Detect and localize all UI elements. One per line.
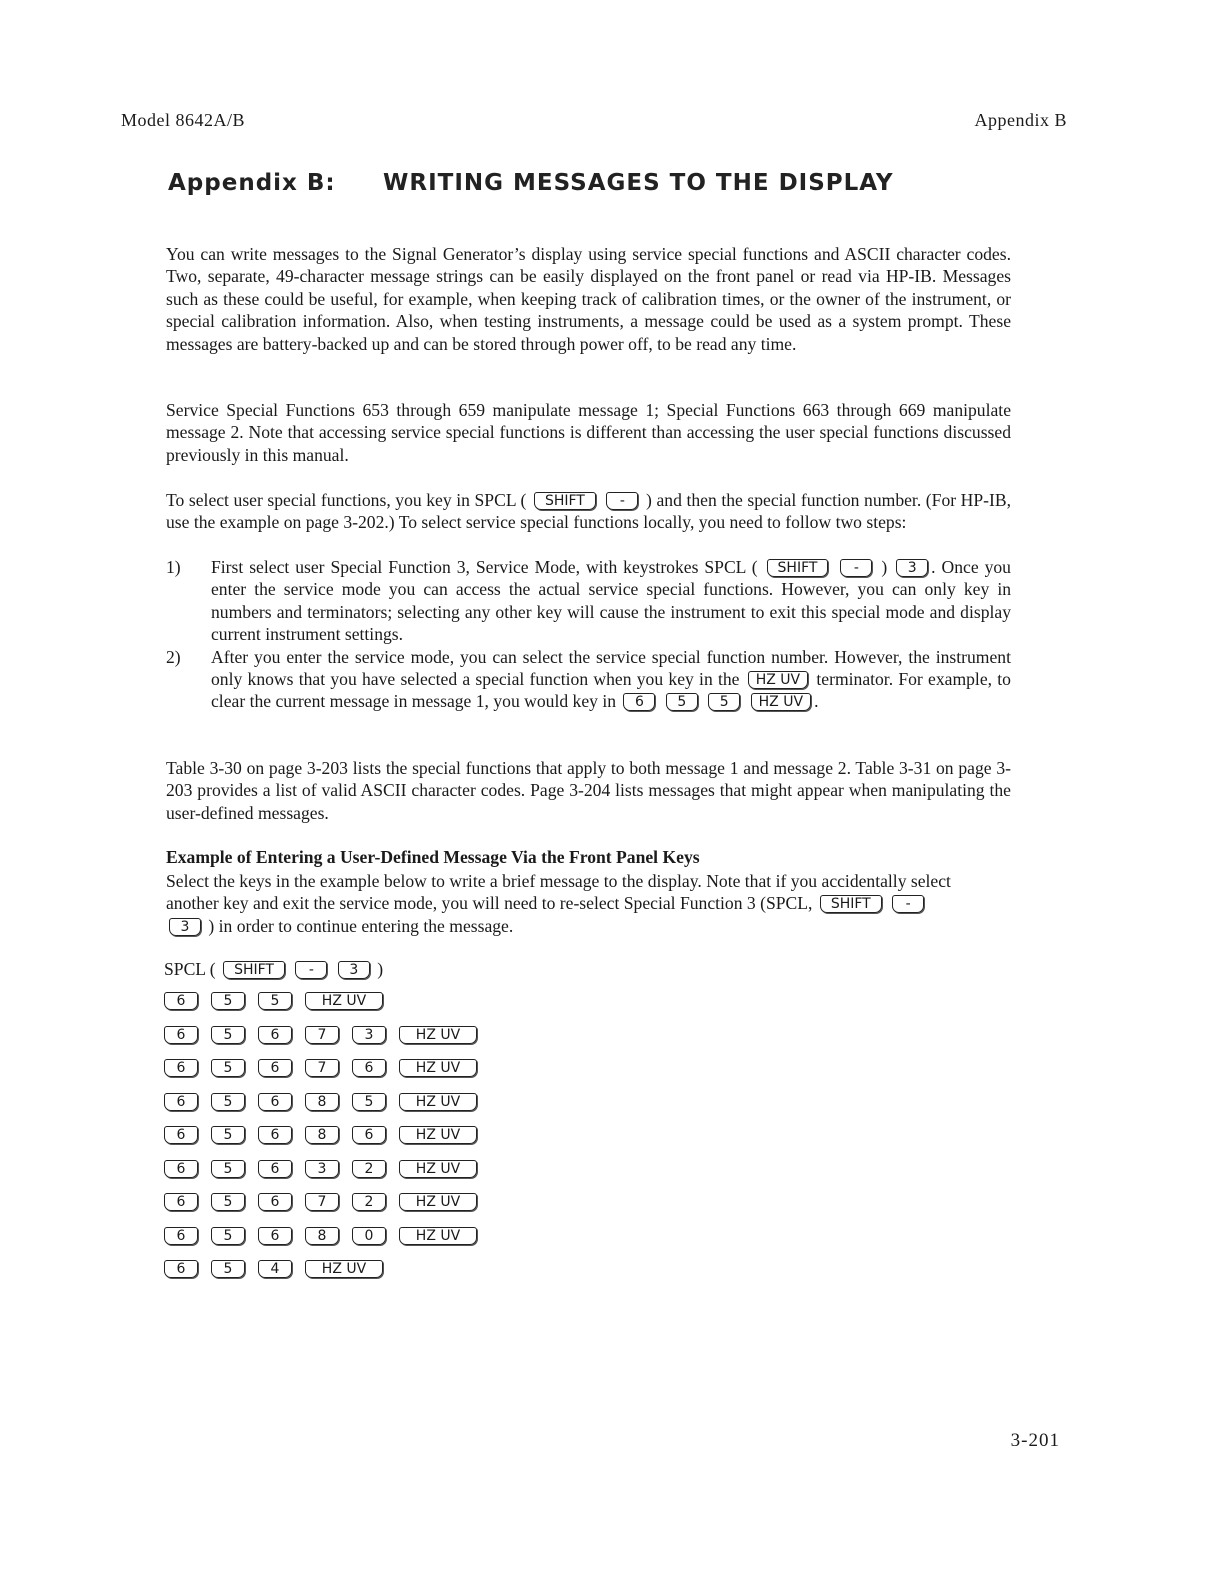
digit-key: 6 xyxy=(258,1059,292,1077)
minus-key: - xyxy=(606,492,638,510)
digit-key: 5 xyxy=(211,1093,245,1111)
minus-key: - xyxy=(892,895,924,913)
digit-key: 6 xyxy=(258,1126,292,1144)
key-sequence-row xyxy=(164,1093,490,1127)
hzuv-key: HZ UV xyxy=(399,1193,477,1211)
digit-key: 8 xyxy=(305,1126,339,1144)
hzuv-key: HZ UV xyxy=(305,992,383,1010)
digit-key: 6 xyxy=(164,1026,198,1044)
example-heading: Example of Entering a User-Defined Message Via the Front Panel Keys xyxy=(166,847,700,867)
key-sequence xyxy=(164,958,490,1294)
steps-list xyxy=(166,556,1011,713)
step-item xyxy=(166,556,1011,646)
digit-key: 2 xyxy=(352,1193,386,1211)
text: ) xyxy=(881,557,888,577)
digit-key: 2 xyxy=(352,1160,386,1178)
step-number: 1) xyxy=(166,557,181,577)
title-prefix: Appendix B: xyxy=(168,170,336,196)
hzuv-key: HZ UV xyxy=(305,1260,383,1278)
three-key: 3 xyxy=(338,961,370,979)
digit-key: 6 xyxy=(164,1093,198,1111)
hzuv-key: HZ UV xyxy=(399,1227,477,1245)
step-number: 2) xyxy=(166,646,181,667)
key-sequence-row xyxy=(164,1126,490,1160)
hzuv-key: HZ UV xyxy=(399,1026,477,1044)
digit-key: 6 xyxy=(164,1193,198,1211)
digit-key: 5 xyxy=(211,992,245,1010)
text: To select user special functions, you key in SPCL ( xyxy=(166,490,527,510)
text: . xyxy=(814,691,819,712)
shift-key: SHIFT xyxy=(223,961,285,979)
digit-key: 5 xyxy=(211,1059,245,1077)
text: ) in order to continue entering the message. xyxy=(208,915,514,936)
digit-key: 6 xyxy=(352,1126,386,1144)
three-key: 3 xyxy=(896,559,928,577)
digit-key: 3 xyxy=(305,1160,339,1178)
digit-key: 6 xyxy=(258,1160,292,1178)
spcl-prefix: SPCL ( xyxy=(164,959,216,979)
three-key: 3 xyxy=(169,918,201,936)
intro-paragraph: You can write messages to the Signal Generator’s display using service special functions and ASCII character codes. Two, separate, 49-character message strings can be easily displayed on the front panel or read via HP-IB. Messages such as these could be useful, for example, when keeping track of calibration times, or the owner of the instrument, or special calibration information. Also, when testing instruments, a message could be used as a system prompt. These messages are battery-backed up and can be stored through power off, to be read any time. xyxy=(166,244,1011,354)
text: ) and then the special function number. (For HP-IB, use the example on page 3-202.) To select service special functions locally, you need to follow two steps: xyxy=(166,490,1012,533)
minus-key: - xyxy=(840,559,872,577)
minus-key: - xyxy=(295,961,327,979)
digit-key: 4 xyxy=(258,1260,292,1278)
key-sequence-row xyxy=(164,1227,490,1261)
shift-key: SHIFT xyxy=(767,559,829,577)
digit-key: 6 xyxy=(164,1059,198,1077)
shift-key: SHIFT xyxy=(534,492,596,510)
key-sequence-row xyxy=(164,1260,490,1294)
hzuv-key: HZ UV xyxy=(751,693,811,711)
hzuv-key: HZ UV xyxy=(399,1160,477,1178)
key-sequence-row xyxy=(164,1026,490,1060)
digit-key: 6 xyxy=(258,1227,292,1245)
key-sequence-row xyxy=(164,1160,490,1194)
digit-key: 7 xyxy=(305,1026,339,1044)
tables-reference-paragraph: Table 3-30 on page 3-203 lists the special functions that apply to both message 1 and message 2. Table 3-31 on page 3-203 provides a list of valid ASCII character codes. Page 3-204 lists messages that might appear when manipulating the user-defined messages. xyxy=(166,758,1011,823)
example-text xyxy=(166,870,966,937)
spcl-line xyxy=(164,958,490,992)
digit-key: 7 xyxy=(305,1193,339,1211)
digit-key: 5 xyxy=(211,1193,245,1211)
digit-key: 5 xyxy=(352,1093,386,1111)
text: terminator. For example, to clear the current message in message 1, you would key in xyxy=(211,669,1011,712)
text: After you enter the service mode, you can select the service special function number. However, the instrument only knows that you have selected a special function when you key in the xyxy=(211,646,1011,690)
digit-key: 0 xyxy=(352,1227,386,1245)
digit-key: 6 xyxy=(258,1193,292,1211)
digit-key: 5 xyxy=(211,1160,245,1178)
service-functions-paragraph: Service Special Functions 653 through 659 manipulate message 1; Special Functions 663 through 669 manipulate message 2. Note that accessing service special functions is different than accessing the user special functions discussed previously in this manual. xyxy=(166,400,1011,465)
digit-key: 5 xyxy=(211,1227,245,1245)
five-key: 5 xyxy=(708,693,740,711)
five-key: 5 xyxy=(666,693,698,711)
title-main: WRITING MESSAGES TO THE DISPLAY xyxy=(383,170,894,196)
digit-key: 6 xyxy=(258,1093,292,1111)
key-sequence-row xyxy=(164,992,490,1026)
digit-key: 6 xyxy=(164,1160,198,1178)
text: First select user Special Function 3, Service Mode, with keystrokes SPCL ( xyxy=(211,557,758,577)
step-item xyxy=(166,646,1011,713)
digit-key: 6 xyxy=(164,1260,198,1278)
running-header-model: Model 8642A/B xyxy=(121,110,246,130)
digit-key: 8 xyxy=(305,1227,339,1245)
digit-key: 6 xyxy=(164,1126,198,1144)
digit-key: 5 xyxy=(211,1126,245,1144)
shift-key: SHIFT xyxy=(820,895,882,913)
hzuv-key: HZ UV xyxy=(399,1093,477,1111)
digit-key: 7 xyxy=(305,1059,339,1077)
digit-key: 6 xyxy=(352,1059,386,1077)
key-sequence-row xyxy=(164,1059,490,1093)
digit-key: 5 xyxy=(258,992,292,1010)
text: . Once you enter the service mode you can access the actual service special functions. However, you can only key in numbers and terminators; selecting any other key will cause the instrument to exit this special mode and display current instrument settings. xyxy=(211,557,1011,645)
six-key: 6 xyxy=(623,693,655,711)
hzuv-key: HZ UV xyxy=(399,1059,477,1077)
digit-key: 3 xyxy=(352,1026,386,1044)
page-number: 3-201 xyxy=(1010,1430,1060,1451)
digit-key: 5 xyxy=(211,1260,245,1278)
page-title xyxy=(168,170,1028,196)
digit-key: 6 xyxy=(164,992,198,1010)
key-sequence-row xyxy=(164,1193,490,1227)
hzuv-key: HZ UV xyxy=(748,671,808,689)
user-functions-paragraph xyxy=(166,489,1011,534)
text: Select the keys in the example below to write a brief message to the display. Note that if you accidentally select another key and exit the service mode, you will need to re-select Special Function 3 (SPCL, xyxy=(166,871,951,914)
running-header-section: Appendix B xyxy=(974,110,1067,130)
digit-key: 6 xyxy=(164,1227,198,1245)
digit-key: 8 xyxy=(305,1093,339,1111)
digit-key: 5 xyxy=(211,1026,245,1044)
hzuv-key: HZ UV xyxy=(399,1126,477,1144)
digit-key: 6 xyxy=(258,1026,292,1044)
spcl-suffix: ) xyxy=(377,959,384,979)
key-sequence-rows xyxy=(164,992,490,1294)
